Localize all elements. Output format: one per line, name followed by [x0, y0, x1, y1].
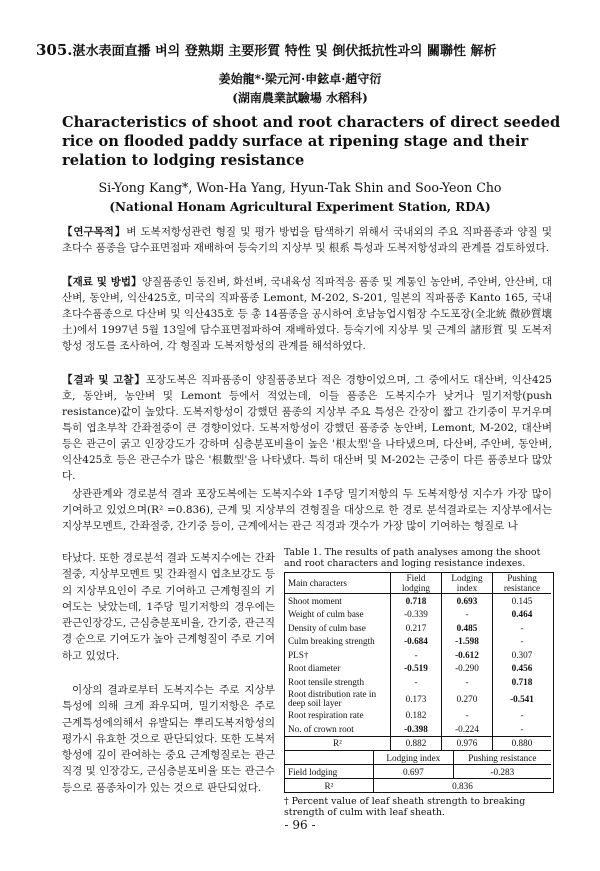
results-label: 【결과 및 고찰】 — [62, 374, 146, 386]
english-authors: Si-Yong Kang*, Won-Ha Yang, Hyun-Tak Shin and Soo-Yeon Cho — [98, 180, 502, 195]
cell-value: 0.836 — [374, 779, 552, 793]
subheader-lodging-index: Lodging index — [374, 751, 454, 765]
cell-value: - — [442, 675, 493, 689]
cell-value: 0.456 — [511, 663, 533, 674]
left-column-text: 타났다. 또한 경로분석 결과 도복지수에는 간좌절중, 지상부모멘트 및 간좌절시 엽초보강도 등의 지상부요인이 주로 기여하고 근계형질의 기여도는 낮았는데, 1주당 밀기저항의 경우에는 관근인장강도, 근심층분포비율, 간기중, 관근직경 순으로 기여도가 높아 근계형질이 주로 기여하고 있었다. — [62, 552, 275, 662]
english-affiliation: (National Honam Agricultural Experiment Station, RDA) — [109, 200, 491, 214]
table-footnote: † Percent value of leaf sheath strength to breaking strength of culm with leaf sheath. — [284, 796, 526, 818]
table-row — [285, 608, 551, 622]
subtable-r2-label: R² — [285, 779, 374, 793]
cell-value: 0.145 — [511, 595, 533, 606]
cell-value: 0.464 — [511, 609, 533, 620]
purpose-label: 【연구목적】 — [62, 226, 127, 238]
cell-value: 0.976 — [442, 736, 493, 751]
subtable-corner — [285, 751, 374, 765]
page-number: - 96 - — [284, 818, 316, 832]
table-row — [285, 662, 551, 676]
cell-value: -0.612 — [442, 648, 493, 662]
row-label: Root respiration rate — [285, 709, 391, 723]
table-row — [285, 689, 551, 709]
cell-value: 0.307 — [511, 649, 533, 660]
methods-text: 양질품종인 동진벼, 화선벼, 국내육성 직파적응 품종 및 계통인 농안벼, 주안벼, 안산벼, 대산벼, 동안벼, 익산425호, 미국의 직파품종 Lemont, M-202, S-201, 일본의 직파품종 Kanto 165, 국내 초다수품종으로 다산벼 및 익산435호 등 총 14품종을 공시하여 호남농업시험장 수도포장(全北統 微砂質壤土)에서 1997년 5월 13일에 담수표면점파하여 재배하였다. 등숙기에 지상부 및 근계의 諸形質 및 도복저항성 정도를 조사하여, 각 형질과 도복저항성의 관계를 해석하였다. — [62, 276, 552, 352]
row-label: Density of culm base — [285, 621, 391, 635]
row-label: PLS† — [285, 648, 391, 662]
table-row — [285, 722, 551, 736]
cell-value: -0.224 — [442, 722, 493, 736]
cell-value: 0.882 — [391, 736, 442, 751]
table-row — [285, 675, 551, 689]
methods-label: 【재료 및 방법】 — [62, 276, 142, 288]
purpose-paragraph — [62, 224, 552, 256]
row-label: Root tensile strength — [285, 675, 391, 689]
cell-value: - — [391, 648, 442, 662]
table-row — [285, 709, 551, 723]
path-analysis-table — [285, 573, 551, 751]
table-row — [285, 648, 551, 662]
path-analysis-paragraph: 상관관계와 경로분석 결과 포장도복에는 도복지수와 1주당 밀기저항의 두 도복저항성 지수가 가장 많이 기여하고 있었으며(R² =0.836), 근계 및 지상부의 견형질을 대상으로 한 경로 분석결과로는 지상부에서는 지상부모멘트, 간좌절중, 간기중 등이, 근계에서는 관근 직경과 갯수가 가장 많이 기여하는 형질로 나 — [62, 488, 552, 532]
results-text: 포장도복은 직파품종이 양질품종보다 적은 경향이었으며, 그 중에서도 대산벼, 익산425호, 동안벼, 농안벼 및 Lemont 등에서 적었는데, 이들 품종은 도복지수가 낮거나 밀기저항(push resistance)값이 높았다. 도복저항성이 강했던 품종의 지상부 주요 특성은 간장이 짧고 간기중이 무거우며 특히 엽초부착 간좌절중이 큰 경향이었다. 도복저항성이 강했던 품종중 농안벼, Lemont, M-202, 대산벼 등은 관근이 굵고 인장강도가 강하며 심층분포비율이 높은 '根太型'을 나타냈으며, 다산벼, 주안벼, 동안벼, 익산425호 등은 관근수가 많은 '根數型'을 나타냈다. 특히 대산벼 및 M-202는 근중이 다른 품종보다 많았다. — [62, 374, 552, 482]
table-row — [285, 635, 551, 649]
header-field-lodging: Field lodging — [391, 573, 442, 594]
cell-value: - — [520, 710, 524, 721]
row-label: Culm breaking strength — [285, 635, 391, 649]
cell-value: 0.173 — [391, 689, 442, 709]
cell-value: 0.880 — [493, 736, 552, 751]
methods-paragraph — [62, 274, 552, 354]
cell-value: 0.718 — [391, 594, 442, 608]
cell-value: 0.182 — [391, 709, 442, 723]
cell-value: - — [520, 723, 524, 734]
cell-value: -0.519 — [391, 662, 442, 676]
subtable-row-label: Field lodging — [285, 765, 374, 779]
cell-value: - — [520, 622, 524, 633]
table-caption: Table 1. The results of path analyses among the shoot and root characters and loging resistance indexes. — [284, 547, 541, 569]
row-label: Root diameter — [285, 662, 391, 676]
cell-value: 0.485 — [442, 621, 493, 635]
korean-title — [36, 40, 576, 59]
cell-value: -0.541 — [510, 693, 534, 704]
cell-value: 0.718 — [511, 676, 533, 687]
cell-value: -0.290 — [442, 662, 493, 676]
results-paragraph — [62, 372, 552, 484]
table-header-row — [285, 573, 551, 594]
korean-title-text: 湛水表面直播 벼의 登熟期 主要形質 特性 및 倒伏抵抗性과의 關聯性 解析 — [72, 44, 497, 59]
cell-value: - — [391, 675, 442, 689]
cell-value: -0.339 — [391, 608, 442, 622]
abstract-number: 305. — [36, 41, 73, 59]
row-label: Shoot moment — [285, 594, 391, 608]
header-main-characters: Main characters — [285, 573, 391, 594]
row-label: Weight of culm base — [285, 608, 391, 622]
cell-value: 0.270 — [442, 689, 493, 709]
cell-value: -0.398 — [391, 722, 442, 736]
cell-value: 0.693 — [442, 594, 493, 608]
subheader-pushing-resistance: Pushing resistance — [453, 751, 551, 765]
cell-value: -1.598 — [442, 635, 493, 649]
subtable-r2-row — [285, 779, 551, 793]
table-1 — [284, 547, 554, 818]
english-title: Characteristics of shoot and root characters of direct seeded rice on flooded paddy surface at ripening stage and their relation to lodging resistance — [62, 114, 561, 169]
korean-authors: 姜始龍*·梁元河·申鉉卓·趙守衍 — [218, 72, 382, 86]
subtable-row — [285, 765, 551, 779]
korean-affiliation: (湖南農業試驗場 水稻科) — [232, 91, 368, 105]
row-label: No. of crown root — [285, 722, 391, 736]
conclusion-paragraph: 이상의 결과로부터 도복지수는 주로 지상부특성에 의해 크게 좌우되며, 밀기저항은 주로 근계특성에의해서 유발되는 뿌리도복저항성의 평가시 유효한 것으로 판단되었다. 또한 도복저항성에 깊이 관여하는 중요 근계형질로는 관근직경 및 인장강도, 근심층분포비율 또는 관근수 등으로 품종차이가 있는 것으로 판단되었다. — [62, 684, 275, 794]
field-lodging-subtable — [285, 751, 551, 792]
r-squared-label: R² — [285, 736, 391, 751]
table-row — [285, 621, 551, 635]
header-lodging-index: Lodging index — [442, 573, 493, 594]
cell-value: -0.283 — [453, 765, 551, 779]
cell-value: 0.697 — [374, 765, 454, 779]
row-label: Root distribution rate in deep soil layer — [285, 689, 391, 709]
cell-value: - — [442, 608, 493, 622]
subtable-header-row — [285, 751, 551, 765]
r-squared-row — [285, 736, 551, 751]
table-row — [285, 594, 551, 608]
cell-value: - — [442, 709, 493, 723]
cell-value: 0.217 — [391, 621, 442, 635]
cell-value: -0.684 — [391, 635, 442, 649]
table-frame — [284, 572, 554, 793]
purpose-text: 벼 도복저항성관련 형질 및 평가 방법을 탐색하기 위해서 국내외의 주요 직파품종과 양질 및 초다수 품종을 담수표면점파 재배하여 등숙기의 지상부 및 根系 특성과 도복저항성과의 관계를 검토하였다. — [62, 226, 552, 254]
cell-value: - — [520, 636, 524, 647]
header-pushing-resistance: Pushing resistance — [493, 573, 552, 594]
